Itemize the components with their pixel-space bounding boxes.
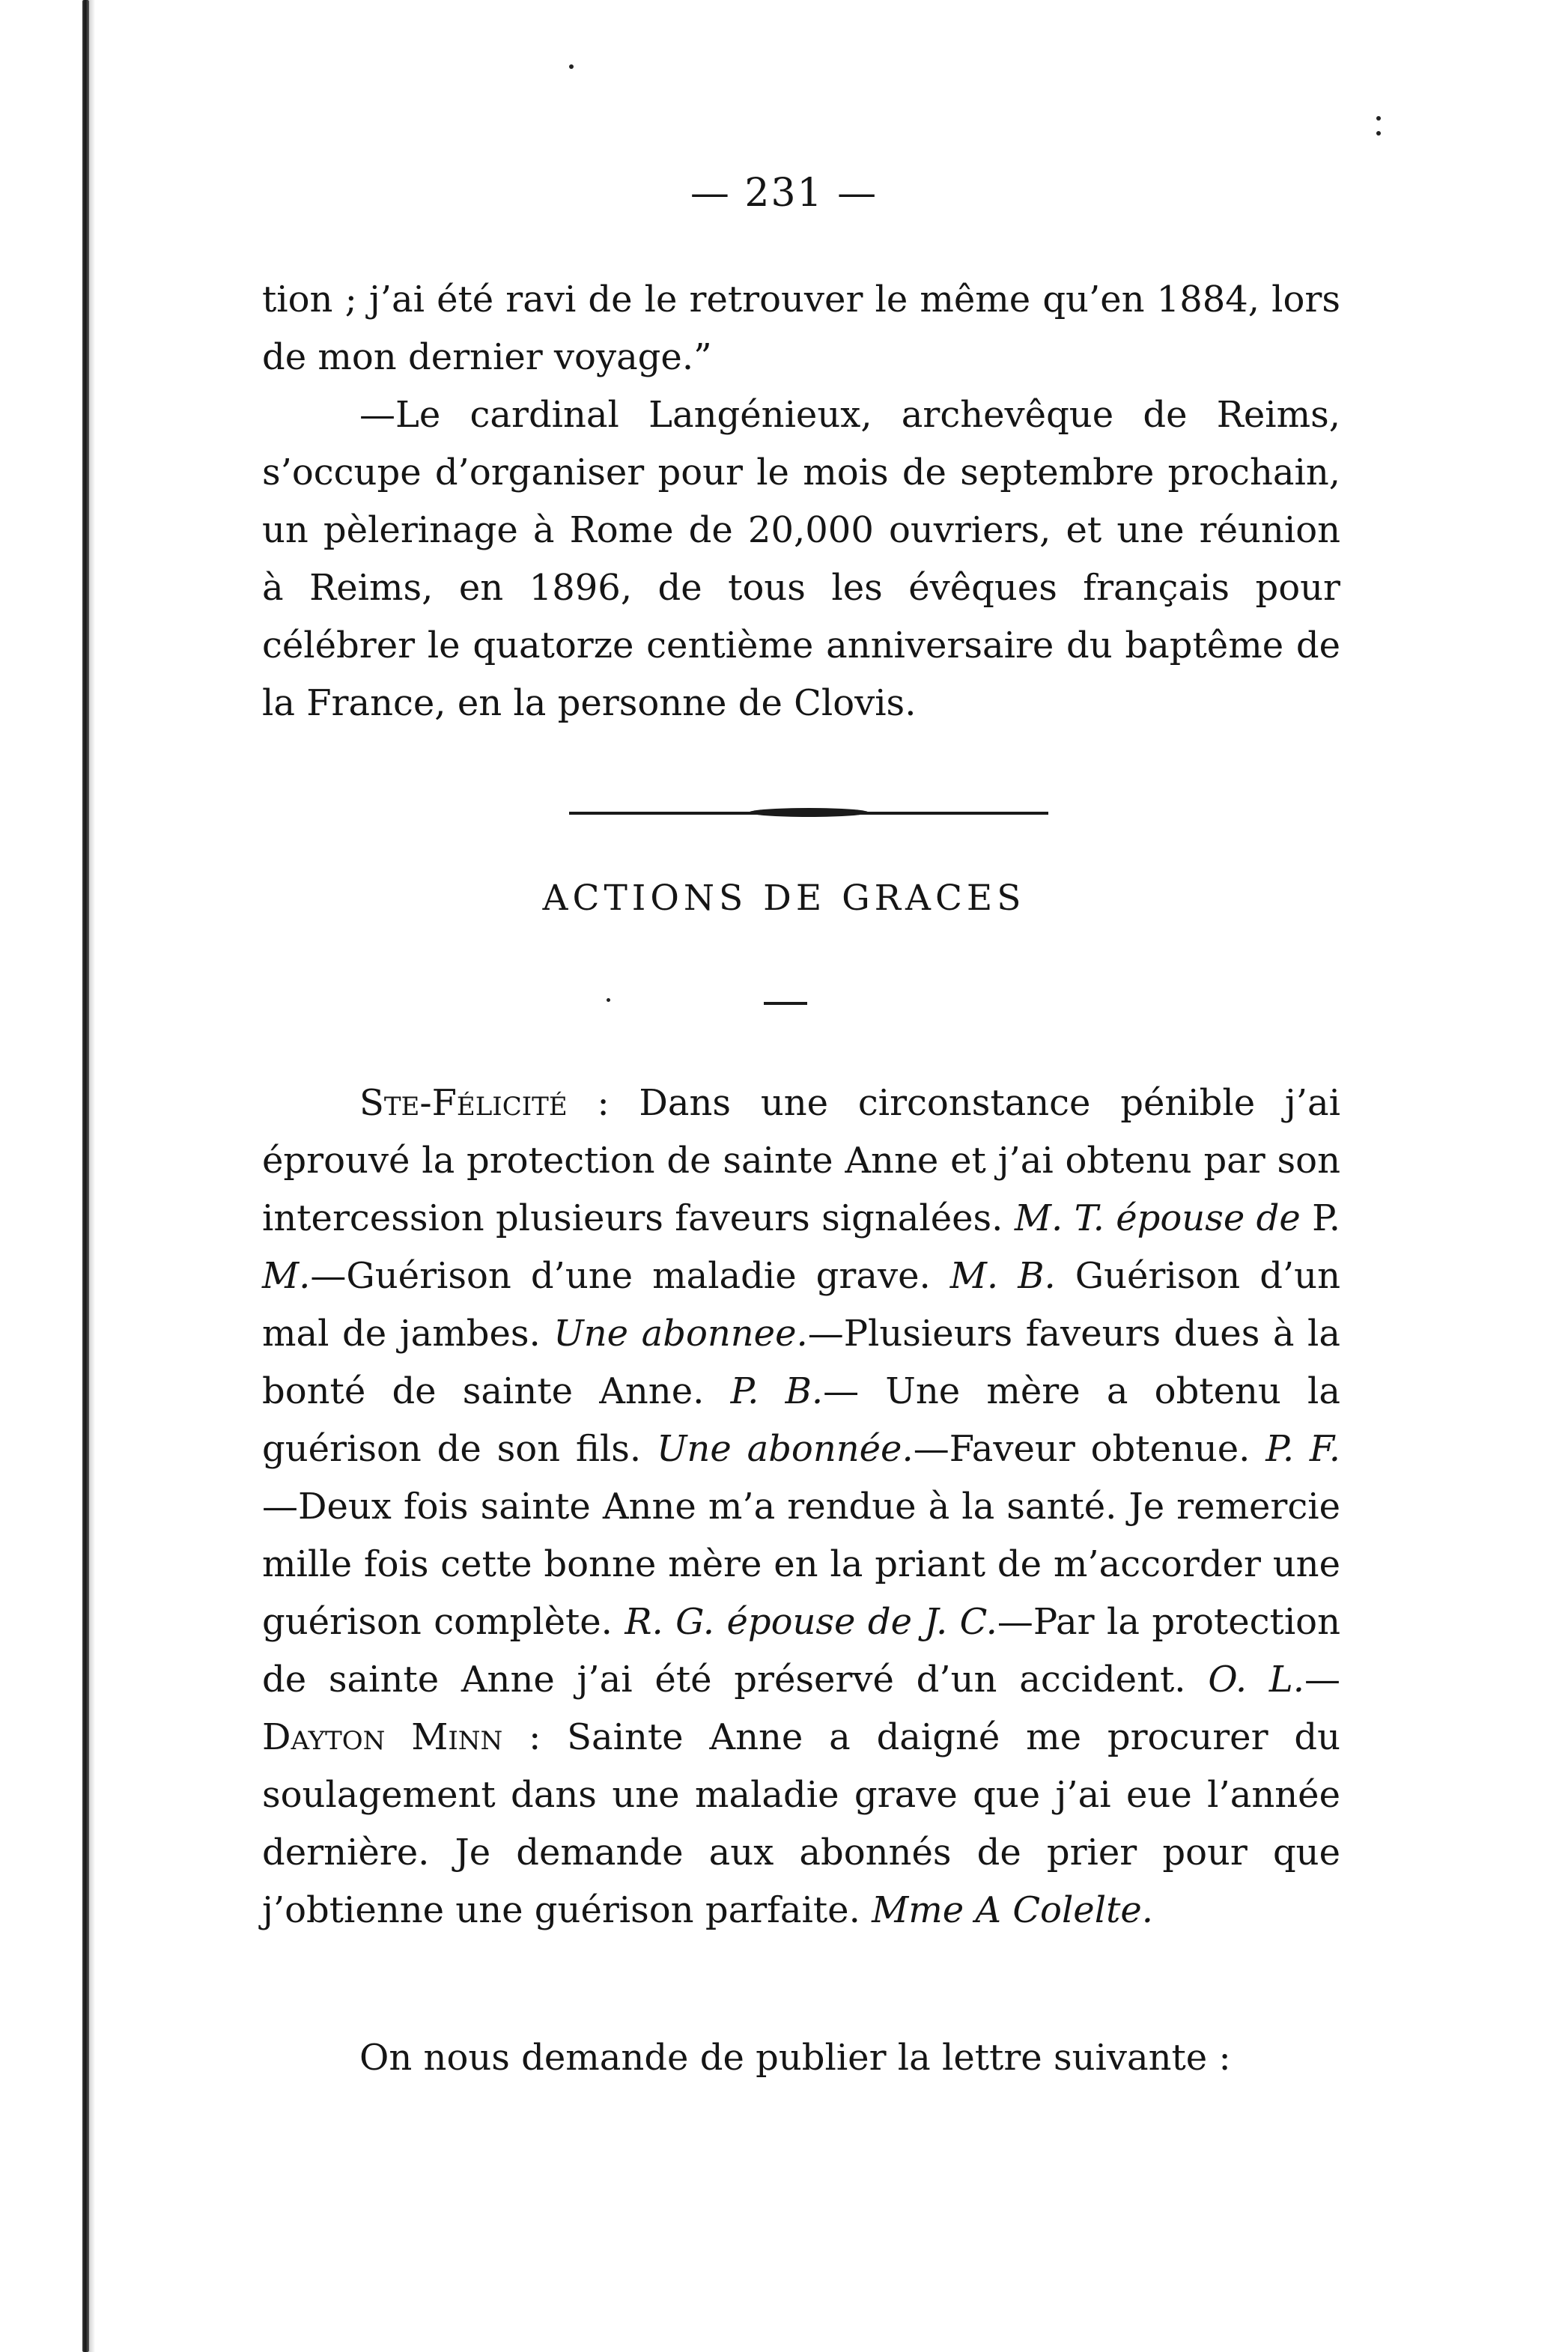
testimony-text: —Par la protection de sainte Anne j’ai été préservé d’un accident.	[262, 1601, 1340, 1701]
ornamental-rule-center	[749, 808, 869, 817]
testimony-signature: M. B.	[949, 1255, 1056, 1297]
place-name: Ste-Félicité	[359, 1082, 568, 1124]
testimony-signature: R. G. épouse de J. C.	[625, 1601, 997, 1643]
testimony-text: Guérison d’un mal de jambes.	[262, 1255, 1341, 1355]
testimony-signature: P. F.	[1265, 1428, 1340, 1470]
testimony-signature: Une abonnée.	[656, 1428, 914, 1470]
testimony-signature: P. B.	[730, 1370, 824, 1412]
testimony-text: —	[1304, 1659, 1341, 1701]
continuation-paragraph: tion ; j’ai été ravi de le retrouver le même qu’en 1884, lors de mon dernier voyage.”	[262, 279, 1340, 378]
page-binding-shadow	[89, 0, 95, 2352]
actions-de-graces-block	[262, 1075, 1340, 1939]
print-speck	[1376, 131, 1381, 136]
testimony-text: P.	[1300, 1197, 1340, 1239]
place-name: Dayton Minn	[262, 1716, 503, 1758]
actions-de-graces-paragraph	[262, 1075, 1340, 1939]
section-heading: ACTIONS DE GRACES	[542, 878, 1026, 919]
testimony-signature: O. L.	[1208, 1659, 1305, 1701]
testimony-text: : Sainte Anne a daigné me procurer du soulagement dans une maladie grave que j’ai eue l’année dernière. Je demande aux abonnés de prier pour que j’obtienne une guérison parfaite.	[262, 1716, 1340, 1931]
testimony-text: —Faveur obtenue.	[913, 1428, 1266, 1470]
print-speck	[607, 998, 610, 1002]
short-dash-divider	[764, 1002, 807, 1005]
testimony-text: Dans une circonstance pénible j’ai éprouvé la protection de sainte Anne et j’ai obtenu par son intercession plusieurs faveurs signalées.	[262, 1082, 1340, 1239]
top-text-block	[262, 271, 1340, 732]
closing-block	[262, 2029, 1340, 2087]
print-speck	[569, 64, 574, 69]
closing-line: On nous demande de publier la lettre suivante :	[359, 2037, 1231, 2079]
testimony-text: — Une mère a obtenu la guérison de son fils.	[262, 1370, 1340, 1470]
cardinal-news-paragraph: —Le cardinal Langénieux, archevêque de Reims, s’occupe d’organiser pour le mois de septembre prochain, un pèlerinage à Rome de 20,000 ouvriers, et une réunion à Reims, en 1896, de tous les évêques français pour célébrer le quatorze centième anniversaire du baptême de la France, en la personne de Clovis.	[262, 394, 1340, 724]
testimony-text: —Plusieurs faveurs dues à la bonté de sainte Anne.	[262, 1313, 1340, 1412]
testimony-signature: Mme A Colelte.	[872, 1889, 1154, 1931]
page-number: — 231 —	[690, 171, 878, 216]
testimony-signature: Une abonnee.	[553, 1313, 808, 1355]
page-binding-edge	[82, 0, 89, 2352]
testimony-signature: M.	[262, 1255, 311, 1297]
testimony-text: —Deux fois sainte Anne m’a rendue à la santé. Je remercie mille fois cette bonne mère en la priant de m’accorder une guérison complète.	[262, 1486, 1340, 1643]
print-speck	[1376, 116, 1381, 121]
place-separator: :	[567, 1082, 639, 1124]
testimony-text: —Guérison d’une maladie grave.	[310, 1255, 950, 1297]
testimony-signature: M. T. épouse de	[1014, 1197, 1301, 1239]
